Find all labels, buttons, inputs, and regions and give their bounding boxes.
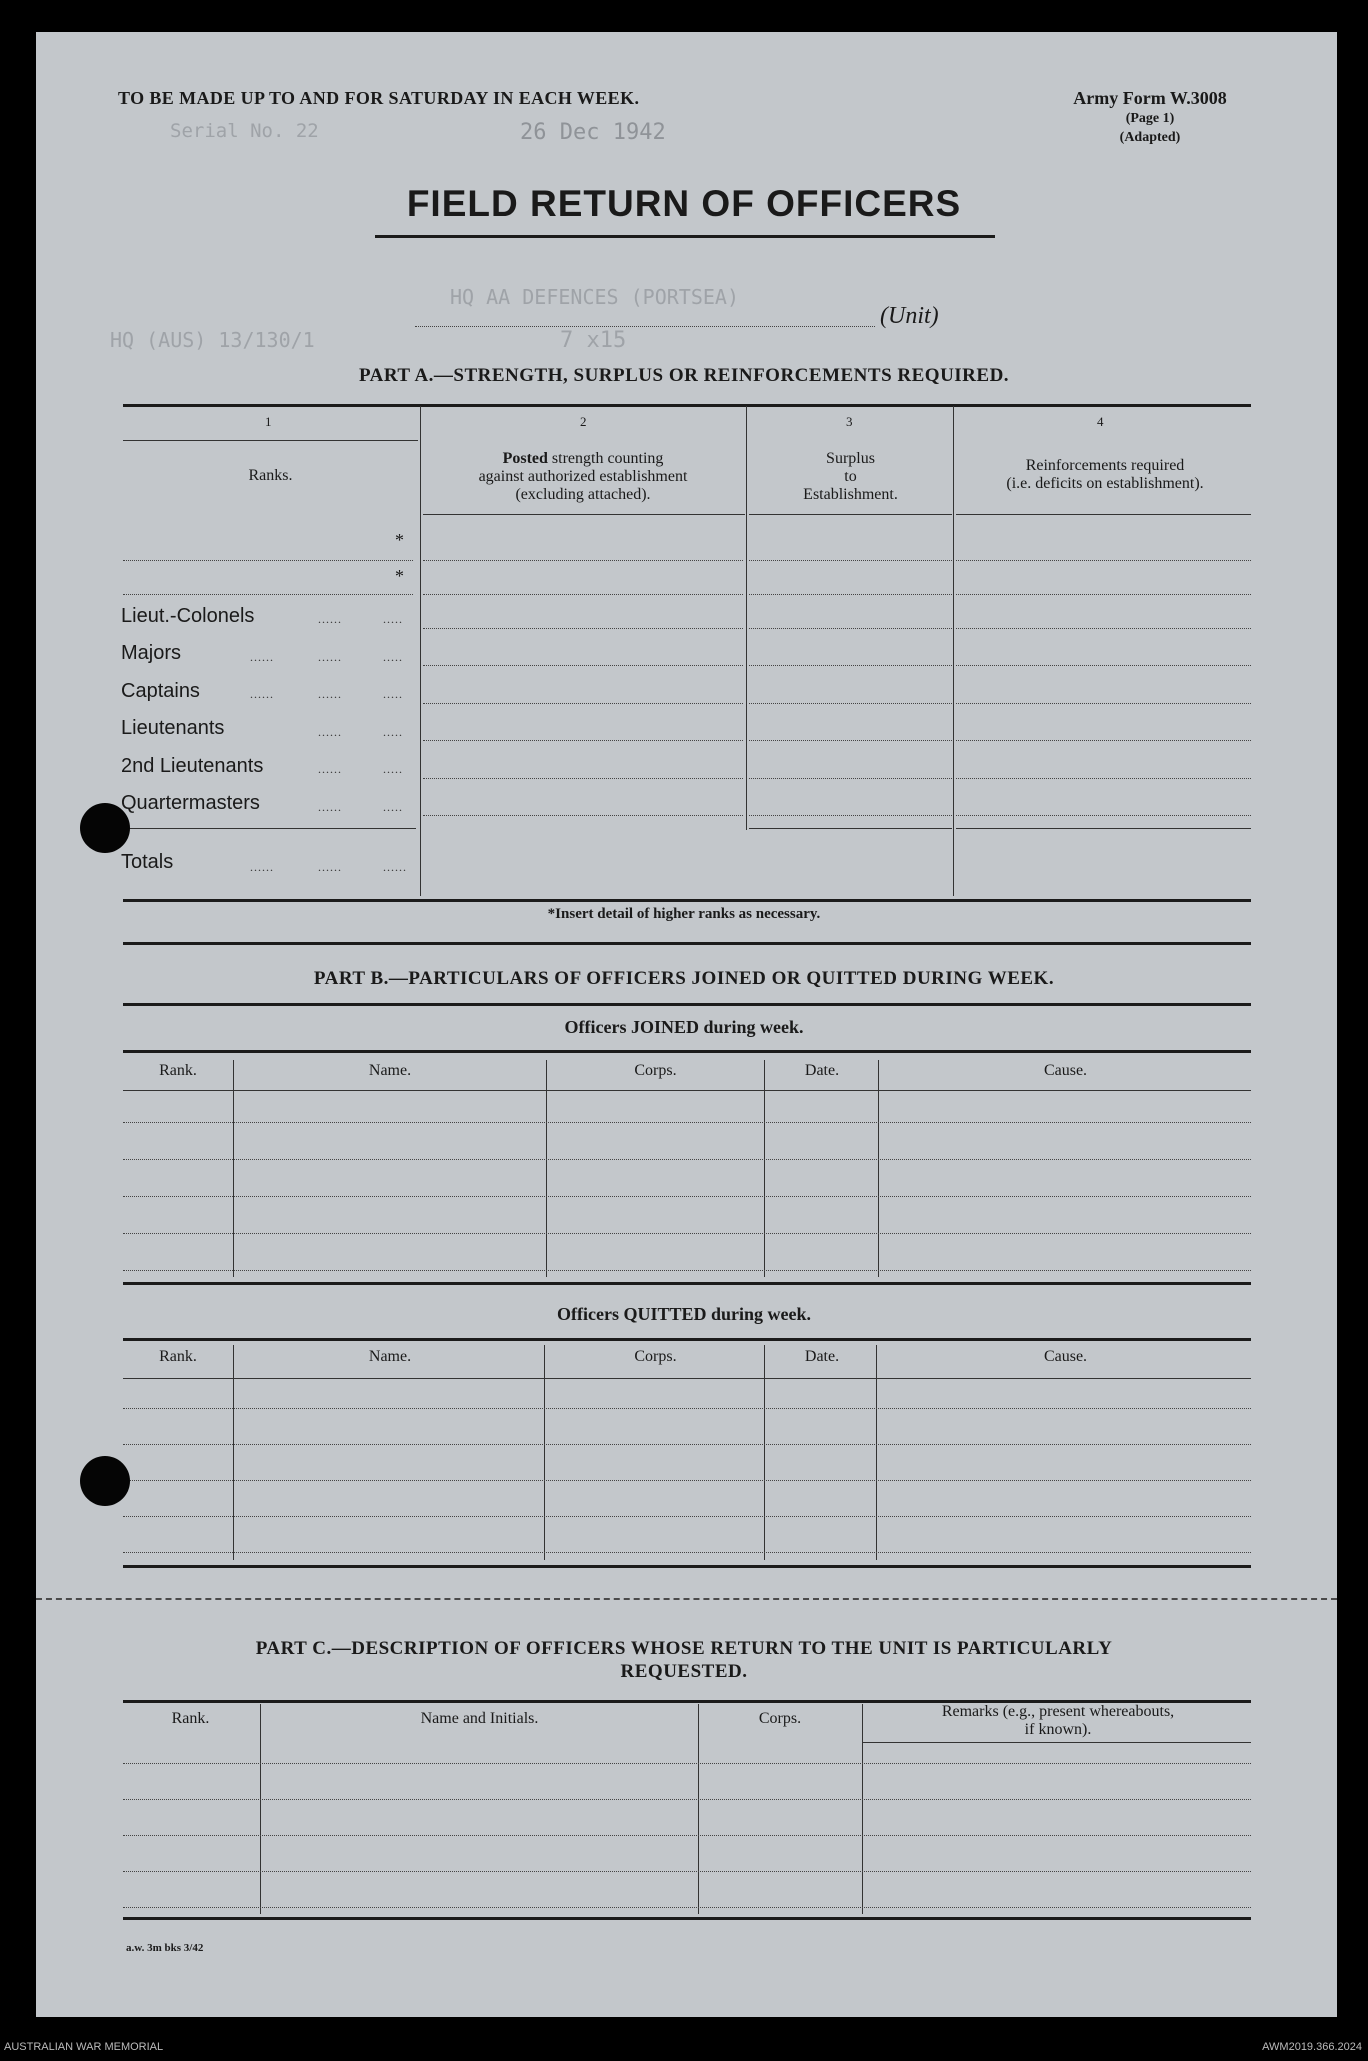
form-page: (Page 1) — [1125, 111, 1175, 126]
rank-quartermasters: Quartermasters — [121, 792, 260, 814]
title-underline — [375, 235, 995, 238]
quitted-title: Officers QUITTED during week. — [557, 1304, 811, 1324]
joined-row-line — [123, 1159, 1251, 1160]
part-c-row-line — [123, 1871, 1251, 1872]
leader-dots: ...... — [318, 800, 342, 814]
joined-header-rule — [123, 1090, 1251, 1091]
col-number-3: 3 — [846, 414, 853, 429]
part-a-title: PART A.—STRENGTH, SURPLUS OR REINFORCEMENTS REQUIRED. — [358, 365, 1010, 386]
joined-col-divider — [546, 1060, 547, 1277]
part-c-col-name: Name and Initials. — [420, 1710, 539, 1727]
quitted-row-line — [123, 1480, 1251, 1481]
row-line — [956, 665, 1251, 666]
joined-table-top-rule — [123, 1050, 1251, 1053]
part-a-col-divider-1 — [420, 406, 421, 896]
joined-col-divider — [878, 1060, 879, 1277]
rank-2nd-lieutenants: 2nd Lieutenants — [121, 755, 264, 777]
totals-label: Totals — [121, 851, 174, 873]
row-line — [423, 560, 743, 561]
posted-strength-header-rest: strength counting — [547, 450, 664, 467]
part-a-end-rule — [123, 942, 1251, 945]
blank-rank-line — [123, 594, 413, 595]
row-line — [749, 740, 952, 741]
posted-strength-header — [423, 450, 743, 468]
joined-col-cause: Cause. — [1043, 1062, 1088, 1079]
part-c-bottom-rule — [123, 1917, 1251, 1920]
leader-dots: ...... — [318, 612, 342, 626]
form-adapted: (Adapted) — [1119, 130, 1181, 145]
row-line — [956, 560, 1251, 561]
col2-header-rule — [423, 514, 745, 515]
asterisk-marker: * — [395, 530, 404, 550]
quitted-row-line — [123, 1516, 1251, 1517]
reinforcements-totals-rule — [956, 828, 1251, 829]
joined-col-corps: Corps. — [634, 1062, 677, 1079]
leader-dots: ...... — [318, 762, 342, 776]
joined-table-bottom-rule — [123, 1282, 1251, 1285]
quitted-col-date: Date. — [804, 1348, 840, 1365]
row-line — [956, 815, 1251, 816]
posted-strength-header-line3: (excluding attached). — [515, 486, 651, 503]
footer-accession: AWM2019.366.2024 — [1262, 2041, 1362, 2053]
part-a-col-divider-3 — [953, 406, 954, 896]
part-c-col-corps: Corps. — [758, 1710, 802, 1727]
row-line — [749, 815, 952, 816]
leader-dots: ...... — [318, 687, 342, 701]
row-line — [749, 560, 952, 561]
rank-lieut-colonels: Lieut.-Colonels — [121, 605, 255, 627]
col4-header-rule — [956, 514, 1251, 515]
joined-col-name: Name. — [368, 1062, 412, 1079]
handwritten-reference-number: 7 x15 — [560, 328, 627, 353]
part-c-row-line — [123, 1763, 1251, 1764]
col3-header-rule — [749, 514, 952, 515]
quitted-row-line — [123, 1444, 1251, 1445]
reinforcements-header-line1: Reinforcements required — [1025, 457, 1185, 474]
part-c-col-divider — [260, 1704, 261, 1914]
ranks-totals-rule — [123, 828, 416, 829]
part-c-col-remarks-line2: if known). — [1024, 1721, 1092, 1738]
col1-header-rule — [123, 440, 418, 441]
posted-strength-header-line2: against authorized establishment — [478, 468, 688, 485]
joined-col-date: Date. — [804, 1062, 840, 1079]
row-line — [749, 703, 952, 704]
part-c-remarks-rule — [862, 1742, 1251, 1743]
part-c-row-line — [123, 1799, 1251, 1800]
joined-title: Officers JOINED during week. — [564, 1017, 804, 1037]
part-c-title-line2: REQUESTED. — [620, 1661, 748, 1682]
row-line — [423, 594, 743, 595]
quitted-row-line — [123, 1408, 1251, 1409]
leader-dots: ..... — [383, 687, 403, 701]
joined-row-line — [123, 1122, 1251, 1123]
leader-dots: ..... — [383, 762, 403, 776]
row-line — [423, 628, 743, 629]
punch-hole — [80, 1456, 130, 1506]
part-c-col-rank: Rank. — [171, 1710, 210, 1727]
row-line — [956, 778, 1251, 779]
leader-dots: ...... — [318, 650, 342, 664]
row-line — [749, 594, 952, 595]
handwritten-reference: HQ (AUS) 13/130/1 — [110, 328, 315, 352]
part-b-top-rule — [123, 1003, 1251, 1006]
rank-captains: Captains — [121, 680, 200, 702]
row-line — [956, 740, 1251, 741]
row-line — [956, 594, 1251, 595]
row-line — [956, 628, 1251, 629]
surplus-totals-rule — [749, 828, 952, 829]
leader-dots: ...... — [318, 725, 342, 739]
quitted-col-name: Name. — [368, 1348, 412, 1365]
part-c-row-line — [123, 1907, 1251, 1908]
handwritten-date: 26 Dec 1942 — [520, 120, 666, 145]
part-a-bottom-rule — [123, 899, 1251, 902]
perforation-line — [36, 1598, 1337, 1600]
leader-dots: ..... — [383, 800, 403, 814]
row-line — [423, 665, 743, 666]
surplus-header-line3: Establishment. — [803, 486, 898, 503]
part-a-top-rule — [123, 404, 1251, 407]
joined-row-line — [123, 1196, 1251, 1197]
surplus-header-line1: Surplus — [826, 450, 875, 467]
surplus-header-line2: to — [844, 468, 857, 485]
col-number-1: 1 — [265, 414, 272, 429]
handwritten-unit: HQ AA DEFENCES (PORTSEA) — [450, 285, 739, 309]
instruction-text: TO BE MADE UP TO AND FOR SATURDAY IN EACH WEEK. — [118, 88, 640, 108]
part-c-title-line1: PART C.—DESCRIPTION OF OFFICERS WHOSE RETURN TO THE UNIT IS PARTICULARLY — [255, 1638, 1113, 1659]
row-line — [749, 628, 952, 629]
part-b-title: PART B.—PARTICULARS OF OFFICERS JOINED OR QUITTED DURING WEEK. — [313, 968, 1055, 989]
joined-col-divider — [764, 1060, 765, 1277]
row-line — [423, 703, 743, 704]
leader-dots: ...... — [250, 687, 274, 701]
row-line — [423, 740, 743, 741]
footer-institution: AUSTRALIAN WAR MEMORIAL — [4, 2041, 164, 2053]
punch-hole — [80, 803, 130, 853]
row-line — [423, 815, 743, 816]
unit-label: (Unit) — [880, 303, 939, 329]
page-title: FIELD RETURN OF OFFICERS — [406, 183, 962, 224]
joined-col-divider — [233, 1060, 234, 1277]
row-line — [423, 778, 743, 779]
col-number-4: 4 — [1097, 414, 1104, 429]
rank-majors: Majors — [121, 642, 182, 664]
handwritten-serial: Serial No. 22 — [170, 120, 319, 142]
joined-row-line — [123, 1233, 1251, 1234]
joined-col-rank: Rank. — [159, 1062, 197, 1079]
footnote: *Insert detail of higher ranks as necessary. — [547, 906, 821, 922]
quitted-table-top-rule — [123, 1338, 1251, 1341]
part-c-row-line — [123, 1835, 1251, 1836]
leader-dots: ..... — [383, 650, 403, 664]
reinforcements-header-line2: (i.e. deficits on establishment). — [1006, 475, 1204, 492]
leader-dots: ...... — [250, 860, 274, 874]
quitted-col-cause: Cause. — [1043, 1348, 1088, 1365]
quitted-header-rule — [123, 1378, 1251, 1379]
quitted-col-rank: Rank. — [159, 1348, 197, 1365]
ranks-header: Ranks. — [248, 467, 293, 484]
asterisk-marker: * — [395, 566, 404, 586]
leader-dots: ...... — [250, 650, 274, 664]
joined-row-line — [123, 1270, 1251, 1271]
row-line — [749, 778, 952, 779]
part-c-col-divider — [698, 1704, 699, 1914]
leader-dots: ...... — [383, 860, 407, 874]
posted-strength-header-bold: Posted — [502, 450, 548, 467]
leader-dots: ..... — [383, 725, 403, 739]
part-c-col-remarks-line1: Remarks (e.g., present whereabouts, — [941, 1703, 1175, 1720]
row-line — [749, 665, 952, 666]
col-number-2: 2 — [580, 414, 587, 429]
quitted-col-corps: Corps. — [634, 1348, 677, 1365]
rank-lieutenants: Lieutenants — [121, 717, 225, 739]
print-code: a.w. 3m bks 3/42 — [126, 1942, 204, 1954]
quitted-table-bottom-rule — [123, 1565, 1251, 1568]
part-c-col-divider — [862, 1704, 863, 1914]
form-number: Army Form W.3008 — [1073, 88, 1227, 108]
blank-rank-line — [123, 560, 413, 561]
unit-dotted-line — [415, 326, 875, 327]
row-line — [956, 703, 1251, 704]
leader-dots: ...... — [318, 860, 342, 874]
part-a-col-divider-2 — [746, 406, 747, 830]
quitted-row-line — [123, 1552, 1251, 1553]
leader-dots: ..... — [383, 612, 403, 626]
